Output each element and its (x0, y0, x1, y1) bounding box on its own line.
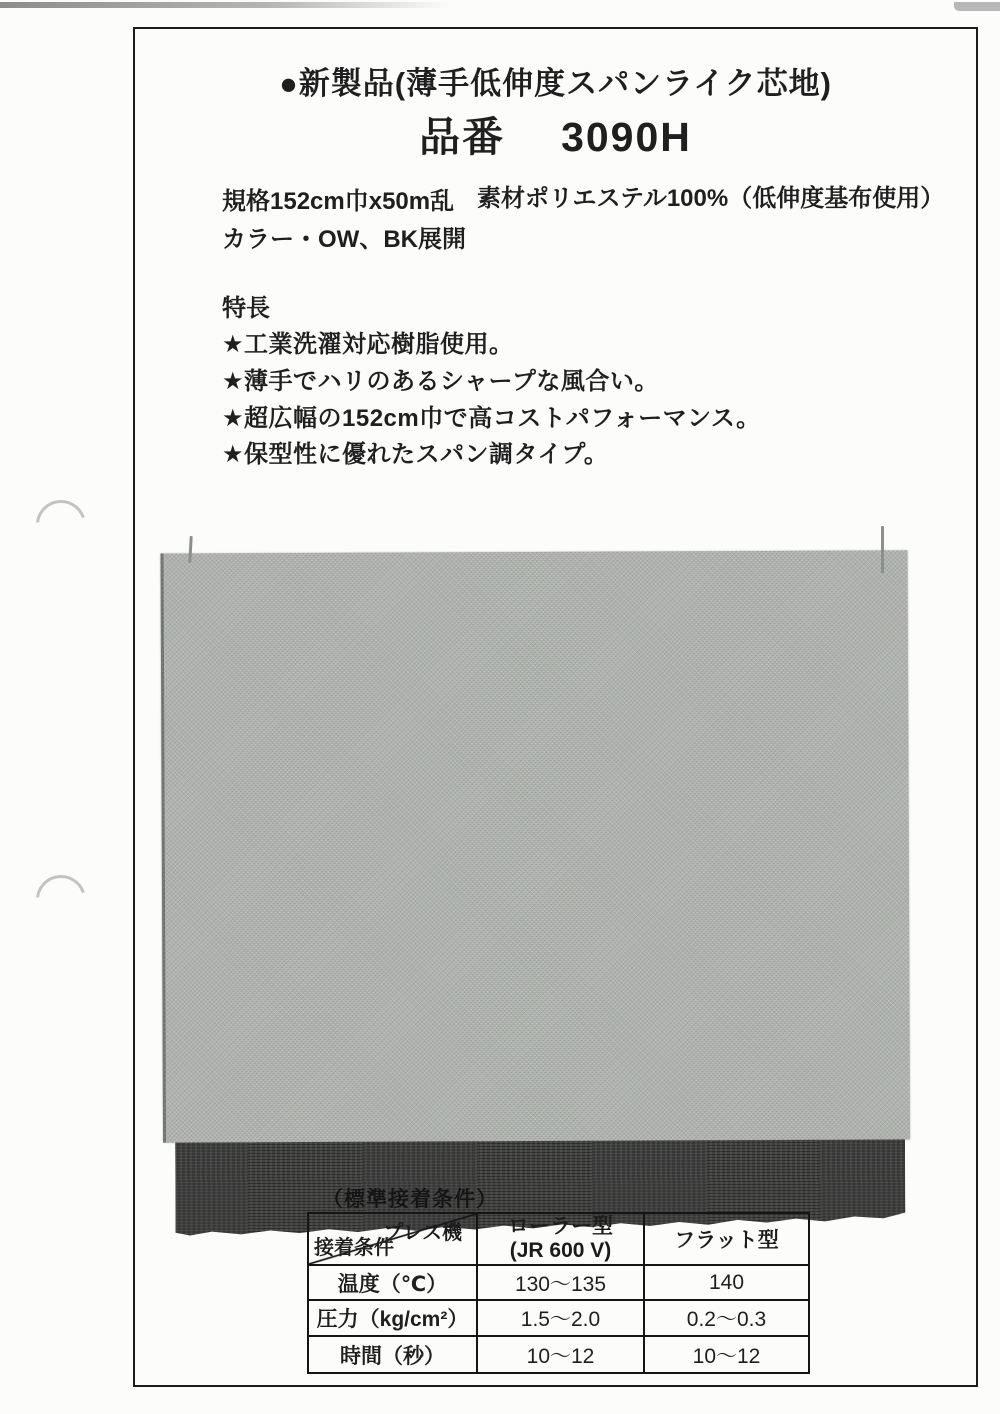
corner-press-machine-label: プレス機 (383, 1222, 462, 1244)
fabric-swatch-light-ow (161, 550, 911, 1142)
spec-color: カラー・OW、BK展開 (222, 226, 466, 253)
time-roller-value: 10～12 (476, 1335, 643, 1372)
pressure-roller-value: 1.5～2.0 (476, 1299, 643, 1335)
roller-type-label: ローラー型 (508, 1215, 613, 1238)
spec-material: 素材ポリエステル100%（低伸度基布使用） (477, 185, 945, 212)
row-label-temperature: 温度（℃） (309, 1264, 476, 1299)
product-title: ●新製品(薄手低伸度スパンライク芯地) (279, 66, 832, 101)
fabric-swatch-stack (161, 550, 908, 1237)
bonding-conditions-table (307, 1212, 810, 1374)
column-header-roller (476, 1214, 643, 1264)
spec-size: 規格152cm巾x50m乱 (222, 188, 455, 215)
time-flat-value: 10～12 (643, 1335, 808, 1372)
feature-item: ★保型性に優れたスパン調タイプ。 (222, 441, 609, 468)
part-number-value: 3090H (561, 114, 692, 160)
punch-hole-top (34, 498, 89, 553)
scan-artifact-top-right (954, 2, 1000, 11)
feature-item: ★薄手でハリのあるシャープな風合い。 (222, 368, 659, 395)
row-label-pressure: 圧力（kg/cm²） (309, 1299, 476, 1335)
temperature-roller-value: 130～135 (476, 1264, 643, 1299)
row-label-time: 時間（秒） (309, 1335, 476, 1372)
punch-hole-bottom (34, 873, 89, 928)
bonding-conditions-caption: （標準接着条件） (322, 1188, 498, 1211)
feature-item: ★超広幅の152cm巾で高コストパフォーマンス。 (222, 405, 761, 432)
corner-bonding-condition-label: 接着条件 (314, 1237, 394, 1259)
scan-artifact-top-left (0, 2, 450, 8)
part-number-label: 品番 (419, 114, 506, 160)
feature-item: ★工業洗濯対応樹脂使用。 (222, 331, 514, 358)
table-corner-cell (309, 1214, 476, 1264)
pressure-flat-value: 0.2～0.3 (643, 1299, 808, 1335)
column-header-flat: フラット型 (643, 1214, 808, 1264)
temperature-flat-value: 140 (643, 1264, 808, 1299)
staple-right (881, 526, 884, 573)
part-number-row (133, 104, 978, 163)
features-heading: 特長 (222, 295, 270, 322)
roller-model-label: (JR 600 V) (509, 1239, 612, 1262)
